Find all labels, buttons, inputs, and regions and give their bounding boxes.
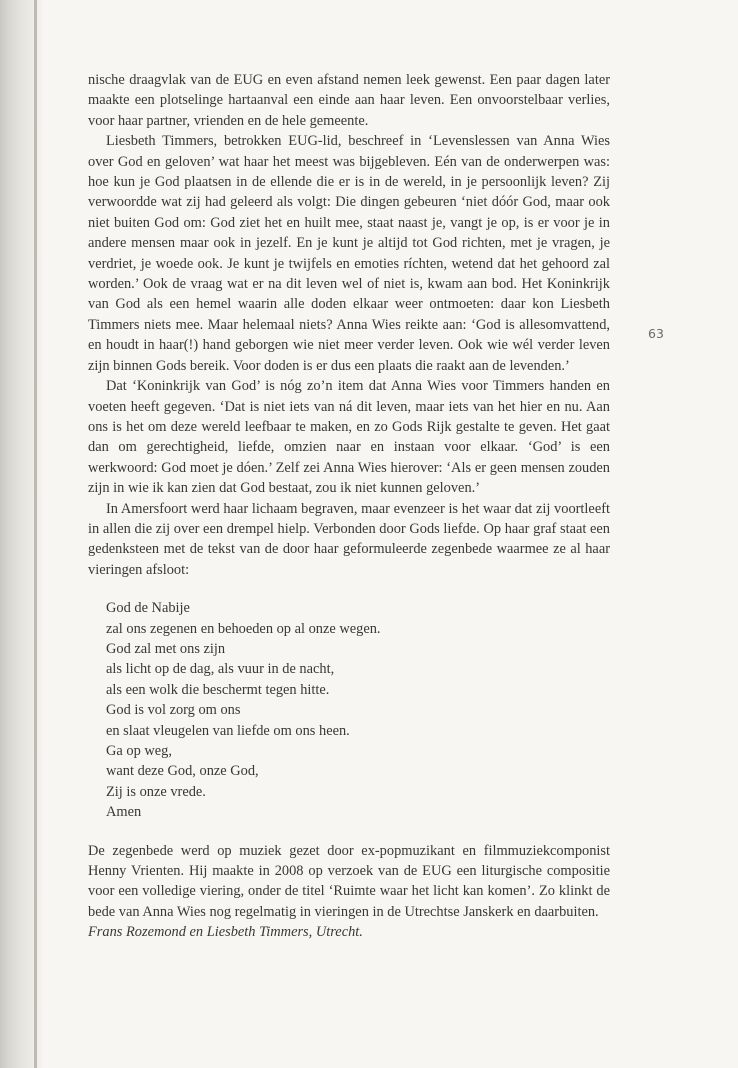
poem-line: Amen — [106, 804, 142, 821]
paragraph: Liesbeth Timmers, betrokken EUG-lid, beschreef in ‘Levenslessen van Anna Wies over God en geloven’ wat haar het meest was bijgebleven. Eén van de onderwerpen was: hoe kun je God plaatsen in de ellende die er is in de wereld, in je persoonlijk leven? Zij verwoordde wat zij had geleerd als volgt: Die dingen gebeuren ‘niet dóór God, maar ook niet buiten God om: God ziet het en huilt mee, staat naast je, vangt je op, is er voor je in andere mensen maar ook in jezelf. En je kunt je altijd tot God richten, met je vragen, je verdriet, je woede ook. Je kunt je twijfels en emoties ríchten, wetend dat het gehoord zal worden.’ Ook de vraag wat er na dit leven wel of niet is, kwam aan bod. Het Koninkrijk van God als een hemel waarin alle doden elkaar weer ontmoeten: daar kon Liesbeth Timmers niets mee. Maar helemaal niets? Anna Wies reikte aan: ‘God is allesomvattend, en houdt in haar(!) hand geborgen wie niet meer verder leven. Ook wie wél verder leven zijn binnen Gods bereik. Voor doden is er dus een plaats die raakt aan de levenden.’ — [88, 133, 610, 374]
poem-line: God zal met ons zijn — [106, 640, 226, 657]
binding-edge — [34, 0, 37, 1068]
page-number: 63 — [648, 326, 664, 341]
poem-line: God is vol zorg om ons — [106, 702, 241, 719]
body-text — [88, 70, 610, 943]
poem-line: als een wolk die beschermt tegen hitte. — [106, 681, 330, 698]
paragraph: De zegenbede werd op muziek gezet door ex-popmuzikant en filmmuziekcomponist Henny Vrienten. Hij maakte in 2008 op verzoek van de EUG een liturgische compositie voor een volledige viering, onder de titel ‘Ruimte waar het licht kan komen’. Zo klinkt de bede van Anna Wies nog regelmatig in vieringen in de Utrechtse Janskerk en daarbuiten. — [88, 842, 610, 920]
poem-line: als licht op de dag, als vuur in de nacht, — [106, 661, 335, 678]
poem-line: God de Nabije — [106, 600, 190, 617]
paragraph: Dat ‘Koninkrijk van God’ is nóg zo’n item dat Anna Wies voor Timmers handen en voeten heeft gegeven. ‘Dat is niet iets van ná dit leven, maar iets van het hier en nu. Aan ons is het om deze wereld leefbaar te maken, en zo Gods Rijk gestalte te geven. Het gaat dan om gerechtigheid, liefde, omzien naar en instaan voor elkaar. ‘God’ is een werkwoord: God moet je dóen.’ Zelf zei Anna Wies hierover: ‘Als er geen mensen zouden zijn in wie ik kan zien dat God bestaat, zou ik niet kunnen geloven.’ — [88, 378, 610, 497]
poem-line: en slaat vleugelen van liefde om ons heen. — [106, 722, 350, 739]
poem-line: want deze God, onze God, — [106, 763, 259, 780]
paragraph: In Amersfoort werd haar lichaam begraven, maar evenzeer is het waar dat zij voortleeft in allen die zij over een drempel hielp. Verbonden door Gods liefde. Op haar graf staat een gedenksteen met de tekst van de door haar geformuleerde zegenbede waarmee ze al haar vieringen afsloot: — [88, 500, 610, 578]
signature: Frans Rozemond en Liesbeth Timmers, Utrecht. — [88, 924, 363, 941]
blessing-poem — [106, 598, 610, 822]
poem-line: zal ons zegenen en behoeden op al onze wegen. — [106, 620, 381, 637]
paragraph: nische draagvlak van de EUG en even afstand nemen leek gewenst. Een paar dagen later maakte een plotselinge hartaanval een einde aan haar leven. Een onvoorstelbaar verlies, voor haar partner, vrienden en de hele gemeente. — [88, 72, 610, 129]
poem-line: Ga op weg, — [106, 743, 172, 759]
poem-line: Zij is onze vrede. — [106, 783, 206, 800]
